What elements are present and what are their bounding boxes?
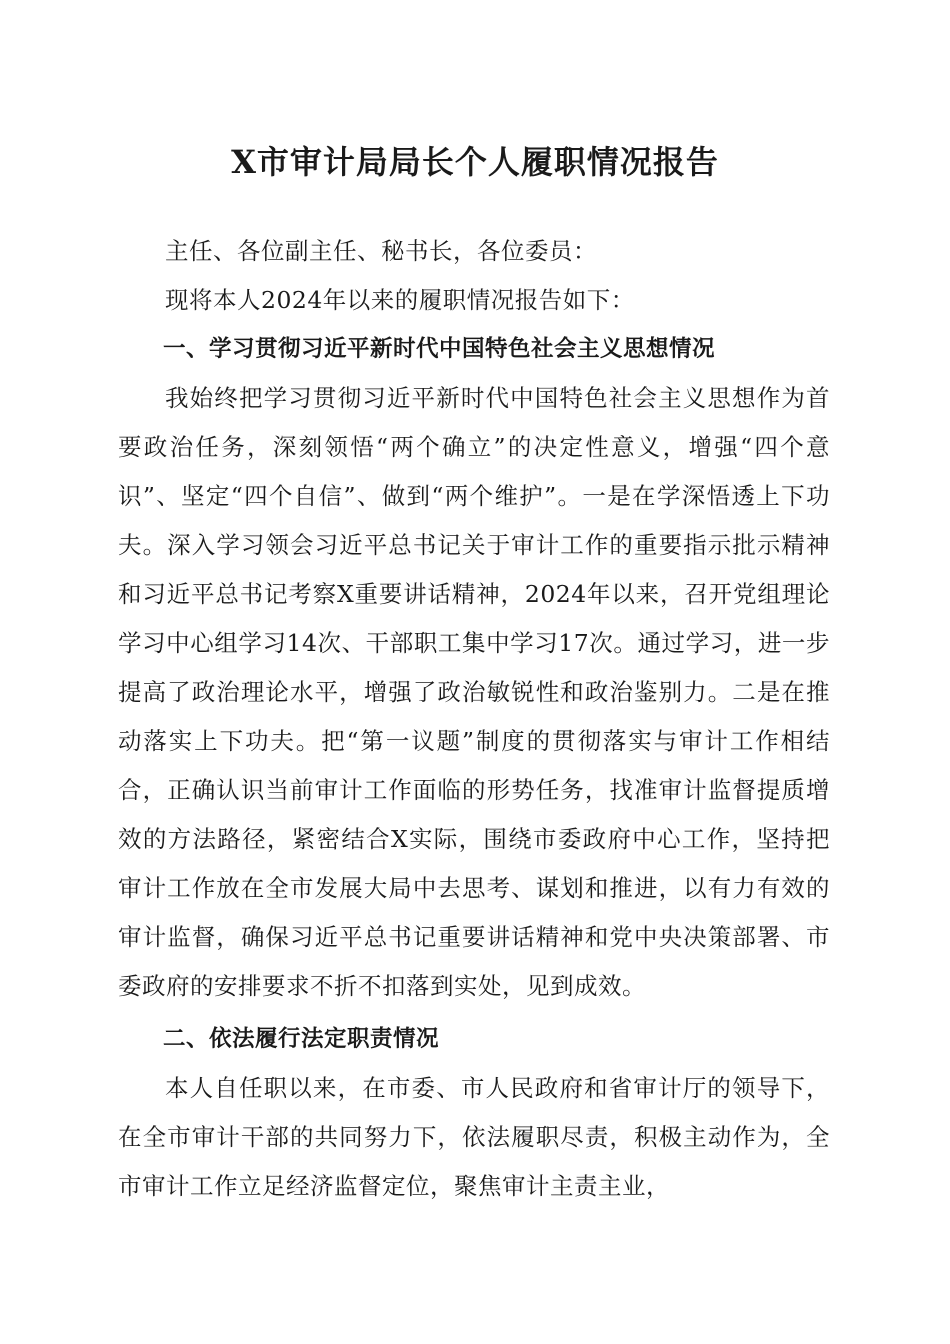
section-1-paragraph: 我始终把学习贯彻习近平新时代中国特色社会主义思想作为首要政治任务，深刻领悟“两个确立”的决定性意义，增强“四个意识”、坚定“四个自信”、做到“两个维护”。一是在学深悟透上下功夫。深入学习领会习近平总书记关于审计工作的重要指示批示精神和习近平总书记考察X重要讲话精神，2024年以来，召开党组理论学习中心组学习14次、干部职工集中学习17次。通过学习，进一步提高了政治理论水平，增强了政治敏锐性和政治鉴别力。二是在推动落实上下功夫。把“第一议题”制度的贯彻落实与审计工作相结合，正确认识当前审计工作面临的形势任务，找准审计监督提质增效的方法路径，紧密结合X实际，围绕市委政府中心工作，坚持把审计工作放在全市发展大局中去思考、谋划和推进，以有力有效的审计监督，确保习近平总书记重要讲话精神和党中央决策部署、市委政府的安排要求不折不扣落到实处，见到成效。 — [118, 384, 830, 1000]
salutation: 主任、各位副主任、秘书长，各位委员： — [165, 237, 597, 265]
intro-paragraph: 现将本人2024年以来的履职情况报告如下： — [165, 286, 635, 314]
document-body — [118, 227, 830, 1211]
section-1-heading: 一、学习贯彻习近平新时代中国特色社会主义思想情况 — [163, 336, 716, 362]
document-title: X市审计局局长个人履职情况报告 — [231, 143, 719, 181]
section-2-paragraph: 本人自任职以来，在市委、市人民政府和省审计厅的领导下，在全市审计干部的共同努力下，依法履职尽责，积极主动作为，全市审计工作立足经济监督定位，聚焦审计主责主业， — [118, 1074, 830, 1200]
section-2-heading: 二、依法履行法定职责情况 — [163, 1026, 440, 1052]
